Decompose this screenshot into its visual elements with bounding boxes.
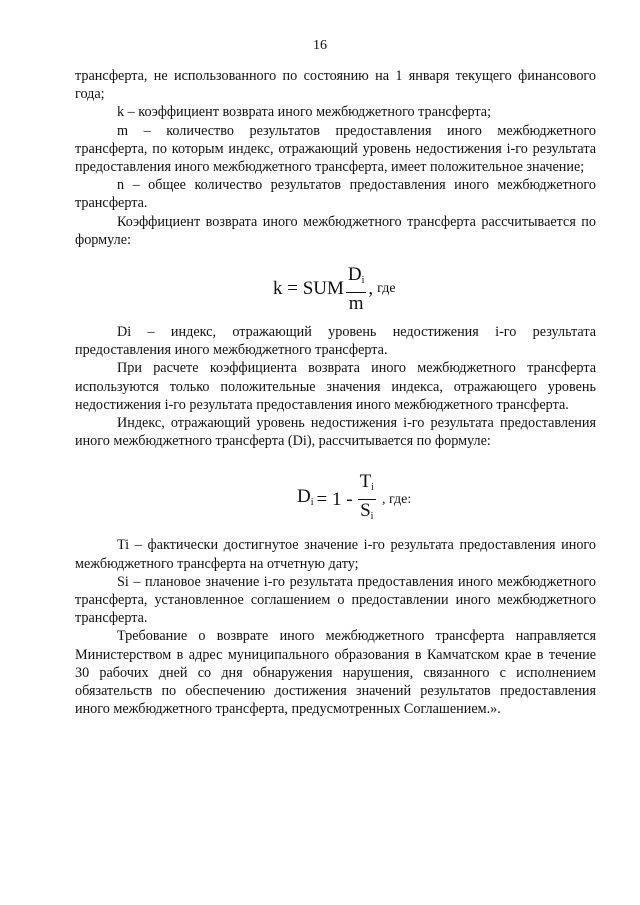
formula-di-lhs: $D_i$ [297, 485, 314, 508]
document-body [75, 67, 596, 718]
formula-di-equals: = 1 - [316, 488, 353, 510]
paragraph-def-k: k – коэффициент возврата иного межбюджетного трансферта; [117, 104, 492, 121]
formula-k-where: где [377, 281, 396, 297]
formula-di-fraction [358, 472, 376, 527]
paragraph-def-si: Si – плановое значение i-го результата предоставления иного межбюджетного трансферта, установленное соглашением о предоставлении иного межбюджетного трансферта. [75, 573, 596, 627]
paragraph-def-n: n – общее количество результатов предоставления иного межбюджетного трансферта. [75, 177, 596, 212]
formula-di [75, 450, 596, 536]
paragraph-return-requirement: Требование о возврате иного межбюджетного трансферта направляется Министерством в адрес муниципального образования в Камчатском крае в течение 30 рабочих дней со дня обнаружения нарушения, связанного с исполнением обязательств по обеспечению достижения значений результатов предоставления иного межбюджетного трансферта, предусмотренных Соглашением.». [75, 628, 596, 718]
paragraph-def-di: Di – индекс, отражающий уровень недостижения i-го результата предоставления иного межбюджетного трансферта. [75, 324, 596, 359]
formula-k-lhs: k = SUM [273, 278, 344, 300]
formula-k-numerator: D [347, 264, 362, 286]
paragraph-continuation: трансферта, не использованного по состоянию на 1 января текущего финансового года; [75, 68, 596, 103]
formula-di-numerator-sub: i [371, 482, 374, 494]
paragraph-def-ti: Ti – фактически достигнутое значение i-го результата предоставления иного межбюджетного трансферта на отчетную дату; [75, 537, 596, 572]
formula-k-numerator-sub: i [361, 275, 365, 287]
paragraph-positive-values: При расчете коэффициента возврата иного межбюджетного трансферта используются только положительные значения индекса, отражающего уровень недостижения i-го результата предоставления иного межбюджетного трансферта. [75, 360, 596, 413]
formula-di-denominator: S [360, 500, 371, 522]
paragraph-formula-intro-di: Индекс, отражающий уровень недостижения i-го результата предоставления иного межбюджетного трансферта (Di), рассчитывается по формуле: [75, 415, 596, 450]
formula-k-denominator: m [348, 293, 364, 315]
formula-di-denominator-sub: i [370, 511, 374, 523]
page-number: 16 [313, 38, 327, 53]
formula-k-fraction [346, 265, 367, 314]
paragraph-formula-intro-k: Коэффициент возврата иного межбюджетного трансферта рассчитывается по формуле: [75, 213, 596, 248]
formula-di-numerator: T [359, 471, 372, 493]
paragraph-def-m: m – количество результатов предоставления иного межбюджетного трансферта, по которым индекс, отражающий уровень недостижения i-го результата предоставления иного межбюджетного трансферта, имеет положительное значение; [75, 122, 596, 176]
formula-di-where: , где: [381, 491, 412, 507]
formula-k-comma: , [368, 278, 374, 300]
formula-k [75, 249, 596, 323]
